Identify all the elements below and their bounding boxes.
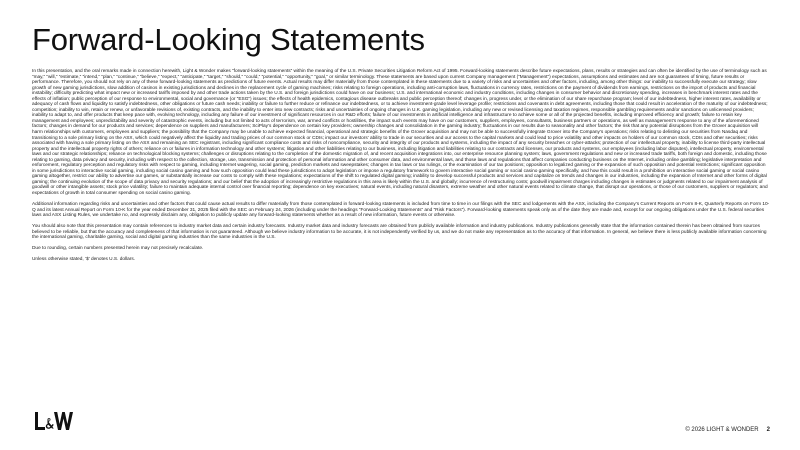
paragraph-rounding: Due to rounding, certain numbers presented herein may not precisely recalculate. [32,246,204,252]
disclaimer-body [32,69,770,268]
page-number: 2 [766,427,770,433]
paragraph-risks: In this presentation, and the oral remarks made in connection herewith, Light & Wonder makes “forward-looking statements” within the meaning of the U.S. Private Securities Litigation Reform Act of 1995. Forward-looking statements describe future expectations, plans, results or strategies and can often be identified by the use of terminology such as “may,” “will,” “estimate,” “intend,” “plan,” “continue,” “believe,” “expect,” “anticipate,” “target,” “should,” “could,” “potential,” “opportunity,” “goal,” or similar terminology. These statements are based upon current Company management (“Management”) expectations, assumptions and estimates and are not guarantees of timing, future results or performance. Therefore, you should not rely on any of these forward-looking statements as predictions of future events. Actual results may differ materially from those contemplated in these statements due to a variety of risks and uncertainties and other factors, including, among other things: our inability to successfully execute our strategy; slow growth of new gaming jurisdictions, slow addition of casinos in existing jurisdictions and declines in the replacement cycle of gaming machines; risks relating to foreign operations, including anti-corruption laws, fluctuations in currency rates, restrictions on the payment of dividends from earnings, restrictions on the import of products and financial instability; difficulty predicting what impact new or increased tariffs imposed by and other trade actions taken by the U.S. and foreign jurisdictions could have on our business; U.S. and international economic and industry conditions, including changes in consumer behavior and discretionary spending, increases in benchmark interest rates and the effects of inflation; public perception of our response to environmental, social and governance (or “ESG”) issues; the effects of health epidemics, contagious disease outbreaks and public perception thereof; changes in, progress under, or the elimination of our share repurchase program; level of our indebtedness, higher interest rates, availability or adequacy of cash flows and liquidity to satisfy indebtedness, other obligations or future cash needs; inability or failure to further reduce or refinance our indebtedness, or to achieve investment-grade level leverage profile; restrictions and covenants in debt agreements, including those that could result in acceleration of the maturity of our indebtedness; competition; inability to win, retain or renew, or unfavorable revisions of, existing contracts, and the inability to enter into new contracts; risks and uncertainties of ongoing changes in U.K. gaming legislation, including any new or revised licensing and taxation regimes, responsible gambling requirements and/or sanctions on unlicensed providers; inability to adapt to, and offer products that keep pace with, evolving technology, including any failure of our investment of significant resources in our R&D efforts; failure of our investments in artificial intelligence and infrastructure to achieve some or all of the projected benefits, including improved efficiency and growth; failure to retain key management and employees; unpredictability and severity of catastrophic events, including but not limited to acts of terrorism, war, armed conflicts or hostilities, the impact such events may have on our customers, suppliers, employees, consultants, business partners or operations, as well as management’s response to any of the aforementioned factors; changes in demand for our products and services; dependence on suppliers and manufacturers; SciPlay’s dependence on certain key providers; ownership changes and consolidation in the gaming industry; fluctuations in our results due to seasonality and other factors; the risk that any potential disruptions from the Grover acquisition will harm relationships with customers, employees and suppliers; the possibility that the Company may be unable to achieve expected financial, operational and strategic benefits of the Grover acquisition and may not be able to successfully integrate Grover into the Company’s operations; risks relating to delisting our securities from Nasdaq and transitioning to a sole primary listing on the ASX, which could negatively affect the liquidity and trading prices of our common stock or CDIs; impact our investors’ ability to trade in our securities and our access to the capital markets and could lead to price volatility and other impacts on holders of our common stock, CDIs and other securities; risks associated with having a sole primary listing on the ASX and remaining an SEC registrant, including significant compliance costs and risks of noncompliance, security and integrity of our products and systems, including the impact of any security breaches or cyber-attacks; protection of our intellectual property, inability to license third-party intellectual property and the intellectual property rights of others; reliance on or failures in information technology and other systems; litigation and other liabilities relating to our business, including litigation and liabilities relating to our contracts and licenses, our products and systems, our employees (including labor disputes), intellectual property, environmental laws and our strategic relationships; reliance on technological blocking systems; challenges or disruptions relating to the completion of the domestic migration of, and recent acquisition integrations into, our enterprise resource planning system; laws, government regulations and new or increased trade tariffs, both foreign and domestic, including those relating to gaming, data privacy and security, including with respect to the collection, storage, use, transmission and protection of personal information and other consumer data, and environmental laws, and those laws and regulations that affect companies conducting business on the Internet, including online gambling; legislative interpretation and enforcement, regulatory perception and regulatory risks with respect to gaming, including Internet wagering, social gaming, prediction markets and sweepstakes; changes in tax laws or tax rulings, or the examination of our tax positions; opposition to legalized gaming or the expansion of such opposition and potential restrictions; significant opposition in some jurisdictions to interactive social gaming, including social casino gaming and how such opposition could lead these jurisdictions to adopt legislation or impose a regulatory framework to govern interactive social gaming or social casino gaming specifically, and how this could result in a prohibition on interactive social gaming or social casino gaming altogether, restrict our ability to advertise our games, or substantially increase our costs to comply with these regulations; expectations of the shift to regulated digital gaming; inability to develop successful products and services and capitalize on trends and changes in our industries, including the expansion of Internet and other forms of digital gaming; the continuing evolution of the scope of data privacy and security regulations; and our belief that the adoption of increasingly restrictive regulations in this area is likely within the U.S. and globally; incurrence of restructuring costs; goodwill impairment charges including changes in estimates or judgments related to our impairment analysis of goodwill or other intangible assets; stock price volatility; failure to maintain adequate internal control over financial reporting; dependence on key executives; natural events, including natural disasters, extreme weather and other natural events related to climate change, that disrupt our operations, or those of our customers, suppliers or regulators; and expectations of growth in total consumer spending on social casino gaming. [32,69,768,197]
light-wonder-logo [34,411,74,431]
paragraph-currency: Unless otherwise stated, ‘$’ denotes U.S. dollars. [32,257,136,263]
footer [685,427,770,433]
copyright-text: © 2026 LIGHT & WONDER [685,427,759,433]
paragraph-industry-data: You should also note that this presentation may contain references to industry market data and certain industry forecasts. Industry market data and industry forecasts are obtained from publicly available information and industry publications. Industry publications generally state that the information contained therein has been obtained from sources believed to be reliable, but that the accuracy and completeness of that information is not guaranteed. Although we believe industry information to be accurate, it is not independently verified by us, and we do not make any representation as to the accuracy of that information. In general, we believe there is less publicly available information concerning the international gaming, charitable gaming, social and digital gaming industries than the same industries in the U.S. [32,224,767,241]
page-title: Forward-Looking Statements [32,22,425,57]
paragraph-additional-info: Additional information regarding risks and uncertainties and other factors that could cause actual results to differ materially from those contemplated in forward-looking statements is included from time to time in our filings with the SEC and lodgements with the ASX, including the Company’s Current Reports on Form 8-K, Quarterly Reports on Form 10-Q and its latest Annual Report on Form 10-K for the year ended December 31, 2025 filed with the SEC on February 24, 2026 (including under the headings “Forward-Looking Statements” and “Risk Factors”). Forward-looking statements speak only as of the date they are made and, except for our ongoing obligations under the U.S. federal securities laws and ASX Listing Rules, we undertake no, and expressly disclaim any, obligation to publicly update any forward-looking statements whether as a result of new information, future events or otherwise. [32,202,770,219]
